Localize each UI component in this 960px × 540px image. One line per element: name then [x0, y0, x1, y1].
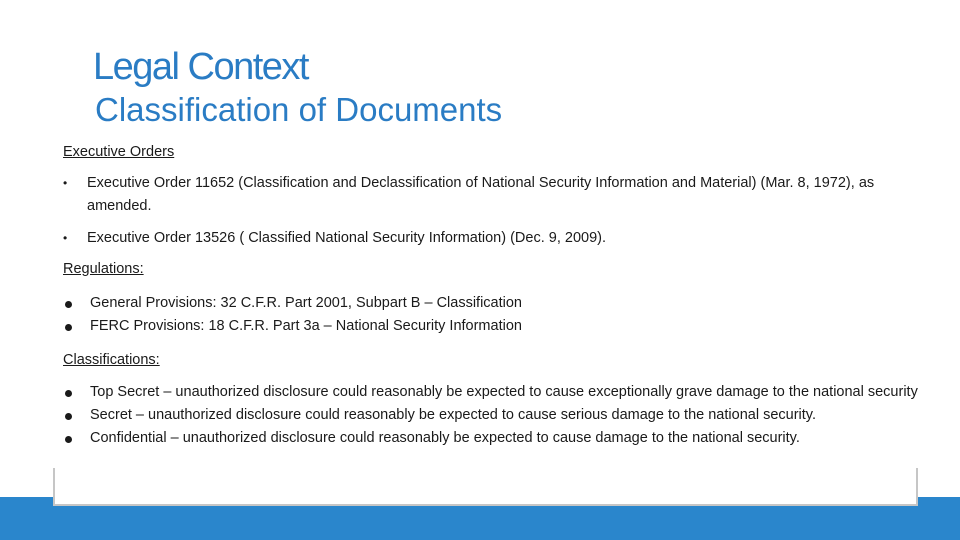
- slide-subtitle: Classification of Documents: [95, 91, 503, 128]
- list-item: Top Secret – unauthorized disclosure could reasonably be expected to cause exceptionally grave damage to the national security: [63, 381, 923, 404]
- decorative-frame: [53, 468, 918, 506]
- slide-title: Legal Context: [93, 46, 308, 88]
- bullet-icon: [65, 324, 72, 331]
- list-item: Confidential – unauthorized disclosure could reasonably be expected to cause damage to the national security.: [63, 427, 923, 450]
- list-item: • Executive Order 11652 (Classification and Declassification of National Security Information and Material) (Mar. 8, 1972), as amended.: [63, 172, 923, 218]
- bullet-icon: •: [63, 176, 68, 190]
- slide-body: [63, 141, 923, 456]
- bullet-icon: •: [63, 231, 68, 245]
- regulations-list: [63, 292, 923, 338]
- list-item: FERC Provisions: 18 C.F.R. Part 3a – National Security Information: [63, 315, 923, 338]
- list-item: Secret – unauthorized disclosure could reasonably be expected to cause serious damage to the national security.: [63, 404, 923, 427]
- list-item: • Executive Order 13526 ( Classified National Security Information) (Dec. 9, 2009).: [63, 227, 923, 250]
- regulations-heading: Regulations:: [63, 261, 144, 277]
- list-item: General Provisions: 32 C.F.R. Part 2001, Subpart B – Classification: [63, 292, 923, 315]
- executive-orders-heading: Executive Orders: [63, 144, 175, 160]
- bullet-icon: [65, 413, 72, 420]
- classifications-list: [63, 381, 923, 450]
- bullet-icon: [65, 436, 72, 443]
- bullet-icon: [65, 301, 72, 308]
- bullet-icon: [65, 390, 72, 397]
- classifications-heading: Classifications:: [63, 352, 160, 368]
- executive-orders-list: [63, 172, 923, 250]
